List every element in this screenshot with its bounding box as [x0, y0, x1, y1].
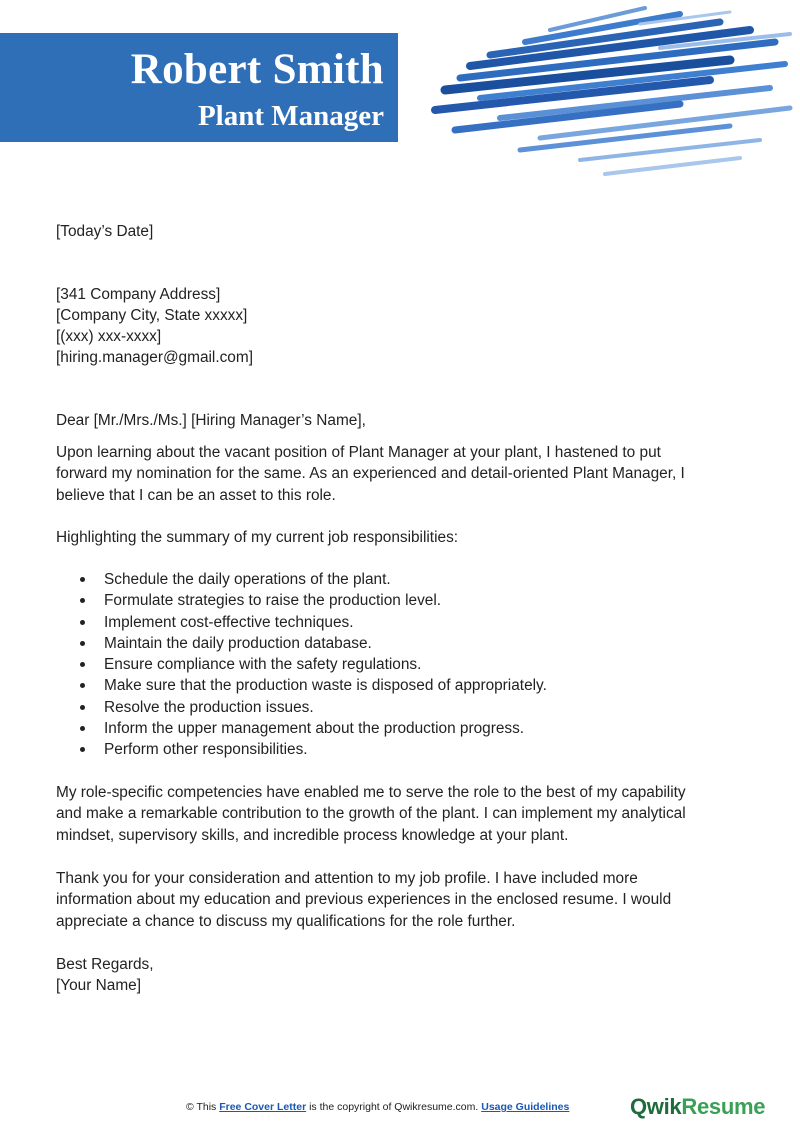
free-cover-letter-link[interactable]: Free Cover Letter [219, 1101, 307, 1113]
logo-part-resume: Resume [681, 1094, 766, 1119]
list-item: Schedule the daily operations of the plant. [56, 569, 547, 590]
usage-guidelines-link[interactable]: Usage Guidelines [481, 1101, 570, 1113]
recipient-city-state: [Company City, State xxxxx] [56, 307, 248, 324]
list-item: Ensure compliance with the safety regulations. [56, 654, 547, 675]
competencies-line: mindset, supervisory skills, and incredible process knowledge at your plant. [56, 826, 569, 844]
recipient-email: [hiring.manager@gmail.com] [56, 349, 253, 366]
logo-part-qwik: Qwik [630, 1094, 682, 1119]
letter-date: [Today’s Date] [56, 223, 154, 240]
competencies-line: and make a remarkable contribution to the growth of the plant. I can implement my analytical [56, 805, 686, 823]
signoff-regards: Best Regards, [56, 956, 154, 973]
intro-line: believe that I can be an asset to this role. [56, 486, 336, 504]
closing-paragraph [56, 868, 746, 932]
list-item: Make sure that the production waste is disposed of appropriately. [56, 675, 547, 696]
intro-line: Upon learning about the vacant position of Plant Manager at your plant, I hastened to put [56, 444, 661, 461]
list-item: Inform the upper management about the production progress. [56, 718, 547, 739]
closing-line: appreciate a chance to discuss my qualifications for the role further. [56, 912, 516, 930]
intro-line: forward my nomination for the same. As an experienced and detail-oriented Plant Manager, I [56, 465, 685, 483]
applicant-name: Robert Smith [130, 46, 384, 93]
list-item: Implement cost-effective techniques. [56, 612, 547, 633]
list-item: Perform other responsibilities. [56, 739, 547, 760]
decorative-stripes [430, 0, 800, 185]
qwikresume-logo[interactable] [630, 1094, 765, 1120]
recipient-address: [341 Company Address] [56, 286, 221, 303]
competencies-paragraph [56, 782, 746, 846]
copyright-footer [186, 1101, 569, 1113]
salutation: Dear [Mr./Mrs./Ms.] [Hiring Manager’s Name], [56, 412, 366, 429]
responsibilities-heading: Highlighting the summary of my current job responsibilities: [56, 529, 459, 546]
footer-middle: is the copyright of Qwikresume.com. [306, 1101, 482, 1113]
responsibilities-list [56, 569, 547, 761]
signoff-name: [Your Name] [56, 977, 141, 994]
closing-line: Thank you for your consideration and attention to my job profile. I have included more [56, 870, 638, 887]
intro-paragraph [56, 442, 746, 506]
closing-line: information about my education and previous experiences in the enclosed resume. I would [56, 891, 672, 909]
list-item: Maintain the daily production database. [56, 633, 547, 654]
recipient-phone: [(xxx) xxx-xxxx] [56, 328, 162, 345]
competencies-line: My role-specific competencies have enabled me to serve the role to the best of my capability [56, 784, 686, 801]
footer-prefix: © This [186, 1101, 220, 1113]
applicant-title: Plant Manager [197, 100, 384, 132]
list-item: Resolve the production issues. [56, 697, 547, 718]
list-item: Formulate strategies to raise the production level. [56, 590, 547, 611]
header-band [0, 33, 398, 142]
